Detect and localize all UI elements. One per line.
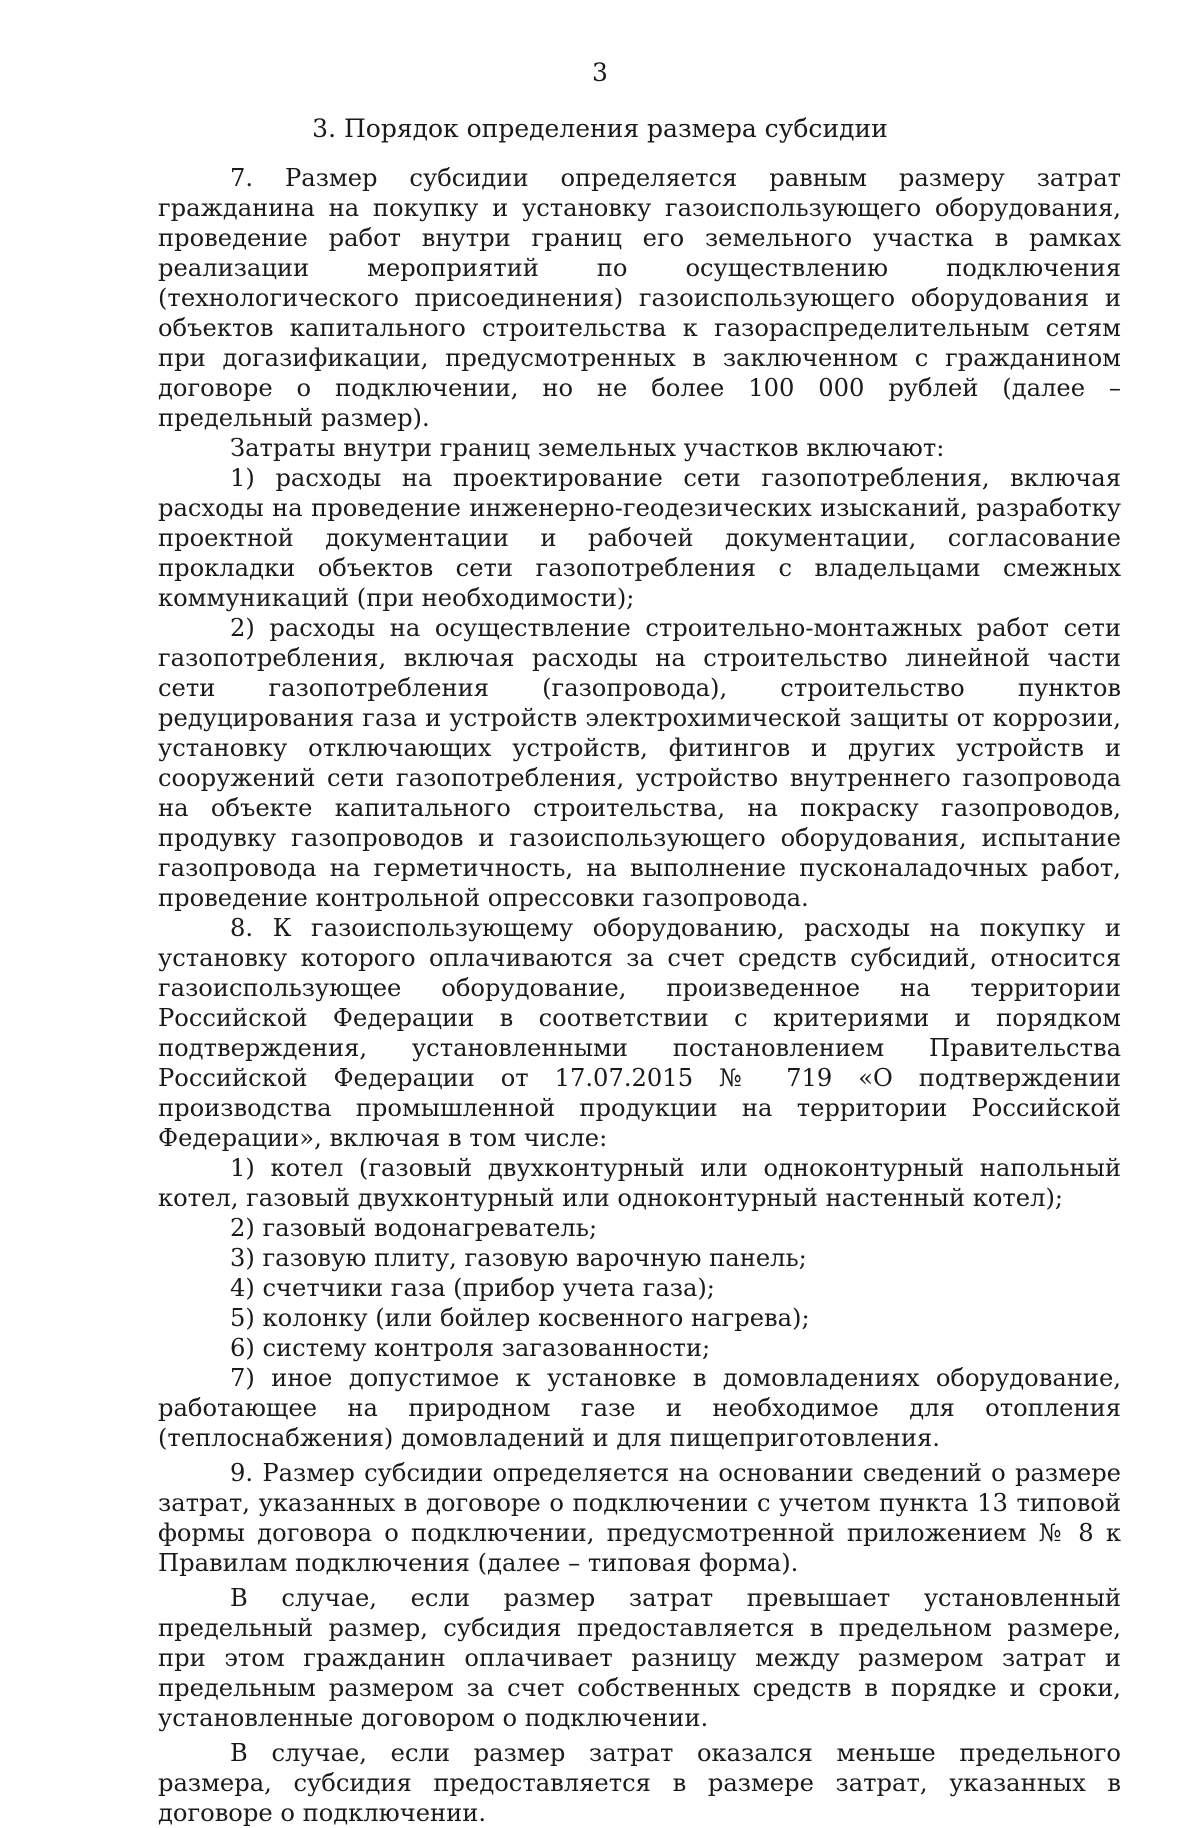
paragraph-9-subsidy-basis: 9. Размер субсидии определяется на основании сведений о размере затрат, указанных в договоре о подключении с учетом пункта 13 типовой формы договора о подключении, предусмотренной приложением № 8 к Правилам подключения (далее – типовая форма). bbox=[158, 1459, 1121, 1577]
list-item-column-boiler: 5) колонку (или бойлер косвенного нагрева); bbox=[230, 1304, 810, 1332]
paragraph-8-equipment: 8. К газоиспользующему оборудованию, расходы на покупку и установку которого оплачиваются за счет средств субсидий, относится газоиспользующее оборудование, произведенное на территории Российской Федерации в соответствии с критериями и порядком подтверждения, установленными постановлением Правительства Российской Федерации от 17.07.2015 № 719 «О подтверждении производства промышленной продукции на территории Российской Федерации», включая в том числе: bbox=[158, 914, 1121, 1152]
document-body bbox=[158, 163, 1121, 1828]
paragraph-7-subsidy-size: 7. Размер субсидии определяется равным размеру затрат гражданина на покупку и установку газоиспользующего оборудования, проведение работ внутри границ его земельного участка в рамках реализации мероприятий по осуществлению подключения (технологического присоединения) газоиспользующего оборудования и объектов капитального строительства к газораспределительным сетям при догазификации, предусмотренных в заключенном с гражданином договоре о подключении, но не более 100 000 рублей (далее – предельный размер). bbox=[158, 164, 1121, 432]
page-number: 3 bbox=[592, 58, 608, 87]
list-item-construction-costs: 2) расходы на осуществление строительно-монтажных работ сети газопотребления, включая расходы на строительство линейной части сети газопотребления (газопровода), строительство пунктов редуцирования газа и устройств электрохимической защиты от коррозии, установку отключающих устройств, фитингов и других устройств и сооружений сети газопотребления, устройство внутреннего газопровода на объекте капитального строительства, на покраску газопроводов, продувку газопроводов и газоиспользующего оборудования, испытание газопровода на герметичность, на выполнение пусконаладочных работ, проведение контрольной опрессовки газопровода. bbox=[158, 614, 1121, 912]
section-title: 3. Порядок определения размера субсидии bbox=[312, 114, 888, 143]
list-item-other-equipment: 7) иное допустимое к установке в домовладениях оборудование, работающее на природном газе и необходимое для отопления (теплоснабжения) домовладений и для пищеприготовления. bbox=[158, 1364, 1121, 1452]
list-item-water-heater: 2) газовый водонагреватель; bbox=[230, 1214, 598, 1242]
paragraph-costs-exceed-limit: В случае, если размер затрат превышает установленный предельный размер, субсидия предоставляется в предельном размере, при этом гражданин оплачивает разницу между размером затрат и предельным размером за счет собственных средств в порядке и сроки, установленные договором о подключении. bbox=[158, 1584, 1121, 1732]
list-item-gas-control-system: 6) систему контроля загазованности; bbox=[230, 1334, 711, 1362]
paragraph-costs-below-limit: В случае, если размер затрат оказался меньше предельного размера, субсидия предоставляется в размере затрат, указанных в договоре о подключении. bbox=[158, 1739, 1121, 1827]
list-item-gas-stove: 3) газовую плиту, газовую варочную панель; bbox=[230, 1244, 807, 1272]
list-item-gas-meter: 4) счетчики газа (прибор учета газа); bbox=[230, 1274, 715, 1302]
paragraph-costs-intro: Затраты внутри границ земельных участков включают: bbox=[230, 434, 945, 462]
list-item-design-costs: 1) расходы на проектирование сети газопотребления, включая расходы на проведение инженерно-геодезических изысканий, разработку проектной документации и рабочей документации, согласование прокладки объектов сети газопотребления с владельцами смежных коммуникаций (при необходимости); bbox=[158, 464, 1121, 612]
list-item-boiler: 1) котел (газовый двухконтурный или одноконтурный напольный котел, газовый двухконтурный или одноконтурный настенный котел); bbox=[158, 1154, 1121, 1212]
